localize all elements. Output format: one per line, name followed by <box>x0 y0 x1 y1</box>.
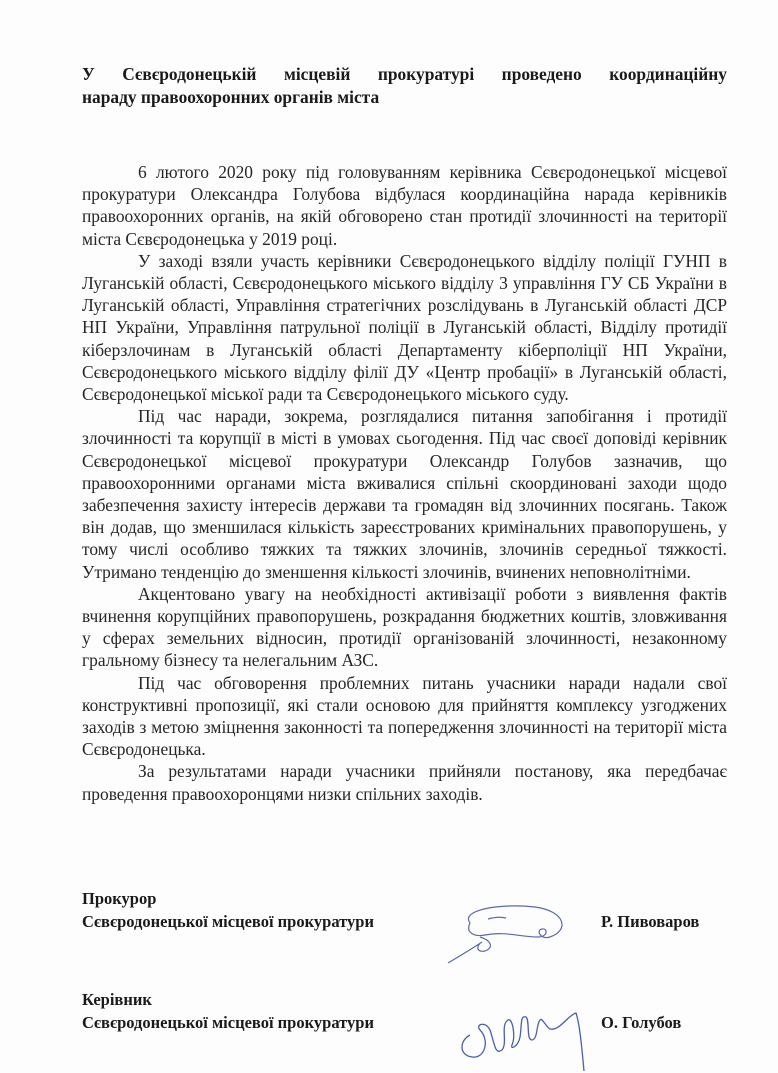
title-line-1: У Сєвєродонецькій місцевій прокуратурі проведено координаційну <box>82 64 727 84</box>
document-body <box>82 161 727 805</box>
handwritten-signature-holubov <box>450 995 590 1073</box>
signer-organization: Сєвєродонецької місцевої прокуратури <box>82 912 374 931</box>
paragraph-proposals: Під час обговорення проблемних питань учасники наради надали свої конструктивні пропозиції, які стали основою для прийняття комплексу узгоджених заходів з метою зміцнення законності та попередження злочинності на території міста Сєвєродонецька. <box>82 672 727 760</box>
paragraph-meeting-date: 6 лютого 2020 року під головуванням керівника Сєвєродонецької місцевої прокуратури Олександра Голубова відбулася координаційна нарада керівників правоохоронних органів, на якій обговорено стан протидії злочинності на території міста Сєвєродонецька у 2019 році. <box>82 162 727 249</box>
signature-block-prosecutor <box>82 887 732 933</box>
signature-block-head <box>82 988 732 1034</box>
paragraph-focus: Акцентовано увагу на необхідності активізації роботи з виявлення фактів вчинення корупційних правопорушень, розкрадання бюджетних коштів, зловживання у сферах земельних відносин, протидії організованій злочинності, незаконному гральному бізнесу та нелегальним АЗС. <box>82 583 727 671</box>
signer-organization: Сєвєродонецької місцевої прокуратури <box>82 1013 374 1032</box>
paragraph-resolution: За результатами наради учасники прийняли постанову, яка передбачає проведення правоохоронцями низки спільних заходів. <box>82 761 727 804</box>
signer-name: О. Голубов <box>601 1013 682 1032</box>
paragraph-discussion: Під час наради, зокрема, розглядалися питання запобігання і протидії злочинності та корупції в місті в умовах сьогодення. Під час своєї доповіді керівник Сєвєродонецької місцевої прокуратури Олександр Голубов зазначив, що правоохоронними органами міста вживалися спільні скоординовані заходи щодо забезпечення захисту інтересів держави та громадян від злочинних посягань. Також він додав, що зменшилася кількість зареєстрованих кримінальних правопорушень, у тому числі особливо тяжких та тяжких злочинів, злочинів середньої тяжкості. Утримано тенденцію до зменшення кількості злочинів, вчинених неповнолітніми. <box>82 406 727 582</box>
paragraph-participants: У заході взяли участь керівники Сєвєродонецького відділу поліції ГУНП в Луганській області, Сєвєродонецького міського відділу 3 управління ГУ СБ України в Луганській області, Управління стратегічних розслідувань в Луганській області ДСР НП України, Управління патрульної поліції в Луганській області, Відділу протидії кіберзлочинам в Луганській області Департаменту кіберполіції НП України, Сєвєродонецького міського відділу філії ДУ «Центр пробації» в Луганській області, Сєвєродонецької міської ради та Сєвєродонецького міського суду. <box>82 250 727 405</box>
signer-name: Р. Пивоваров <box>601 912 700 931</box>
title-line-2: нараду правоохоронних органів міста <box>82 87 380 107</box>
signer-role: Керівник <box>82 990 152 1009</box>
signer-role: Прокурор <box>82 889 157 908</box>
document-title <box>82 63 727 109</box>
handwritten-signature-pyvovarov <box>440 895 570 965</box>
